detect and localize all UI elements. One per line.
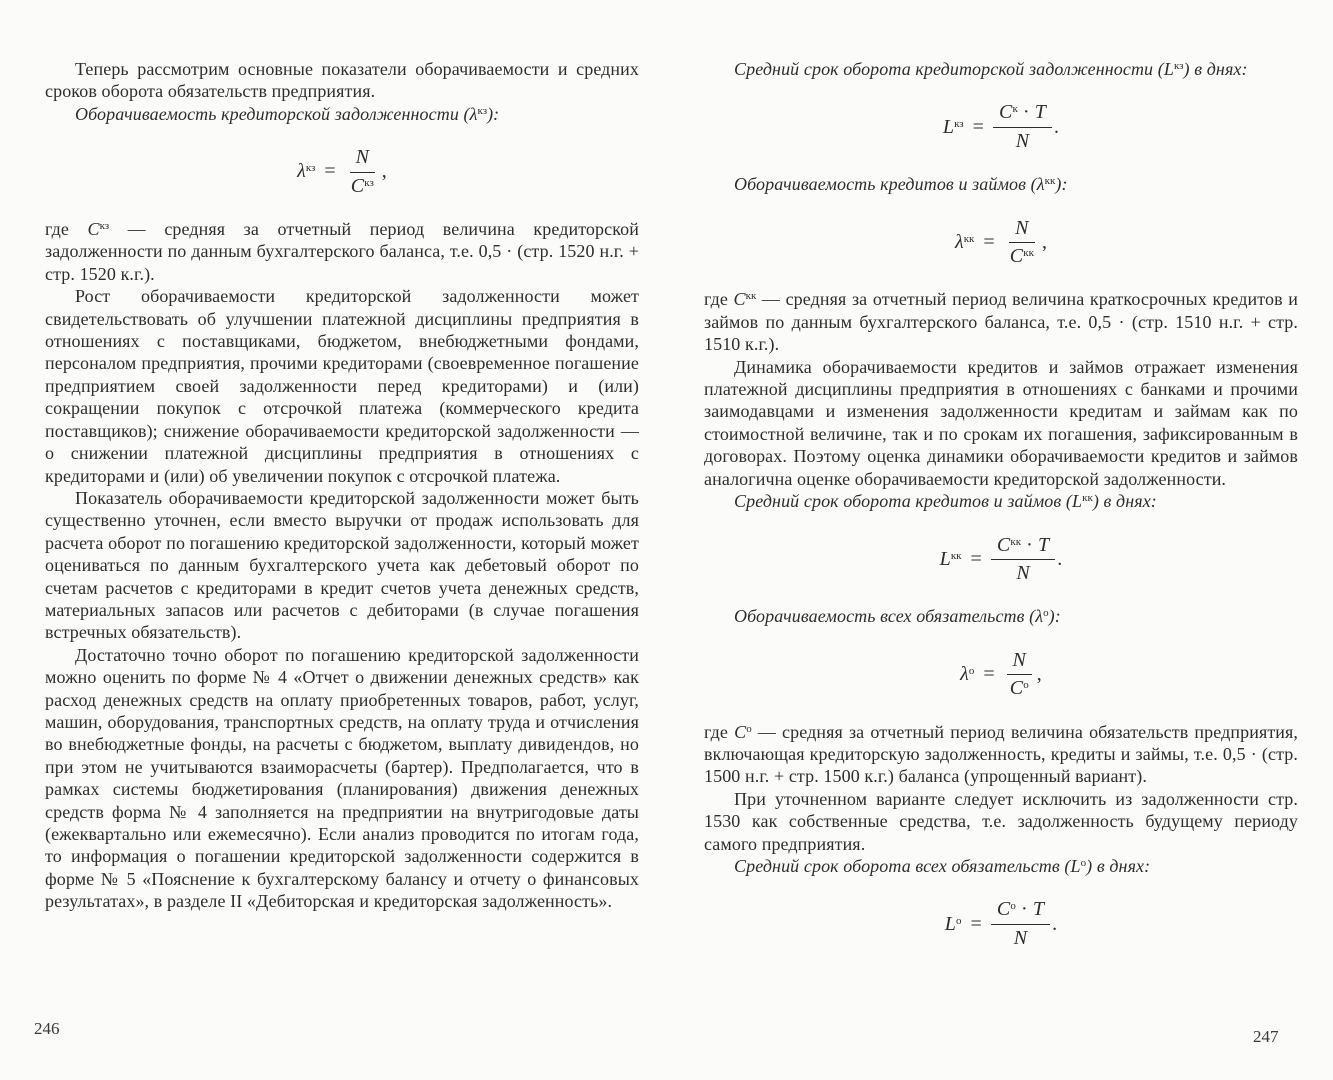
- text-run: — средняя за отчетный период величина краткосрочных кредитов и займов по данным бухгалтерского баланса, т.е. 0,5 · (стр. 1510 н.г. + стр. 1510 к.г.).: [704, 289, 1298, 355]
- superscript: кк: [950, 549, 962, 562]
- numerator: [350, 146, 375, 172]
- denominator: [345, 173, 380, 197]
- math-var: C: [350, 174, 365, 197]
- text-run: Теперь рассмотрим основные показатели оборачиваемости и средних сроков оборота обязательств предприятия.: [45, 59, 639, 102]
- fraction: [991, 534, 1055, 585]
- section-heading: [704, 58, 1298, 80]
- formula-punctuation: .: [1054, 115, 1060, 138]
- superscript: кз: [1173, 60, 1184, 72]
- math-var: N: [1013, 926, 1028, 949]
- math-var: С: [87, 219, 100, 240]
- text-run: При уточненном варианте следует исключить из задолженности стр. 1530 как собственные средства, т.е. задолженность будущему периоду самого предприятия.: [704, 788, 1298, 854]
- formula-lhs: [945, 913, 962, 935]
- superscript: о: [968, 664, 975, 677]
- formula-punctuation: ,: [1041, 230, 1048, 253]
- body-paragraph: [45, 644, 639, 913]
- equals-sign: =: [970, 547, 982, 570]
- superscript: кк: [1023, 247, 1034, 260]
- math-var: N: [355, 146, 370, 169]
- text-run: — средняя за отчетный период величина кредиторской задолженности по данным бухгалтерского баланса, т.е. 0,5 · (стр. 1520 н.г. + стр. 1520 к.г.).: [45, 219, 639, 284]
- superscript: о: [1080, 856, 1087, 869]
- math-var: L: [1163, 59, 1174, 79]
- math-var: N: [1016, 561, 1030, 584]
- math-var: L: [944, 912, 957, 935]
- math-var: λ: [297, 160, 306, 183]
- superscript: кк: [1010, 535, 1022, 548]
- math-var: λ: [469, 103, 478, 124]
- section-heading: [704, 855, 1298, 877]
- text-run: Динамика оборачиваемости кредитов и займов отражает изменения платежной дисциплины предприятия в отношениях с банками и прочими заимодавцами и изменения задолженности кредитам и займам как по стоимостной величине, так и по срокам их погашения, зафиксированным в договорах. Поэтому оценка динамики оборачиваемости кредитов и займов аналогична оценке оборачиваемости кредиторской задолженности.: [704, 356, 1298, 489]
- page-number-left: 246: [34, 1019, 60, 1038]
- math-var: C: [996, 898, 1011, 921]
- math-var: C: [1009, 677, 1024, 700]
- fraction: [1004, 649, 1035, 700]
- book-page-right: [704, 58, 1298, 970]
- text-run: ):: [1055, 174, 1068, 195]
- text-run: ) в днях:: [1183, 59, 1248, 79]
- text-run: Средний срок оборота всех обязательств (: [734, 855, 1071, 876]
- denominator: [1004, 675, 1035, 699]
- formula: [704, 649, 1298, 700]
- fraction: [993, 101, 1052, 152]
- math-var: C: [1009, 245, 1024, 268]
- math-var: С: [733, 289, 746, 310]
- formula: [704, 898, 1298, 949]
- superscript: кз: [99, 220, 110, 233]
- text-run: Оборачиваемость всех обязательств (: [734, 606, 1036, 627]
- math-var: L: [1071, 491, 1083, 512]
- superscript: кк: [1082, 492, 1093, 505]
- math-var: T: [1038, 533, 1050, 556]
- text-run: где: [704, 721, 735, 742]
- fraction: [1004, 217, 1040, 268]
- text-run: ·: [1017, 101, 1035, 124]
- body-paragraph: [704, 356, 1298, 490]
- section-heading: [704, 605, 1298, 627]
- text-run: ) в днях:: [1086, 855, 1151, 876]
- superscript: кз: [364, 176, 374, 189]
- text-run: где: [45, 219, 88, 240]
- formula-lhs: [960, 663, 974, 685]
- superscript: к: [1012, 103, 1018, 116]
- numerator: [991, 534, 1055, 560]
- denominator: [1008, 925, 1033, 949]
- formula-punctuation: ,: [1036, 662, 1042, 685]
- denominator: [1010, 128, 1035, 152]
- numerator: [1007, 649, 1032, 675]
- equals-sign: =: [324, 160, 336, 183]
- superscript: о: [1010, 900, 1016, 913]
- formula: [704, 534, 1298, 585]
- body-paragraph: [45, 487, 639, 644]
- math-var: N: [1015, 129, 1030, 152]
- text-run: Средний срок оборота кредитов и займов (: [734, 491, 1072, 512]
- book-page-left: [45, 58, 639, 913]
- equals-sign: =: [972, 115, 985, 138]
- math-var: N: [1012, 648, 1026, 671]
- text-run: Показатель оборачиваемости кредиторской задолженности может быть существенно уточнен, если вместо выручки от продаж использовать для расчета оборот по погашению кредиторской задолженности, который может оцениваться по данным бухгалтерского учета как дебетовый оборот по счетам расчетов с кредиторами в кредит счетов учета денежных средств, материальных запасов или расчетов с дебиторами (в случае погашения встречных обязательств).: [45, 487, 639, 643]
- text-run: Достаточно точно оборот по погашению кредиторской задолженности можно оценить по форме № 4 «Отчет о движении денежных средств» как расход денежных средств на оплату приобретенных товаров, работ, услуг, машин, оборудования, транспортных средств, на оплату труда и отчисления во внебюджетные фонды, на расчеты с бюджетом, выплату дивидендов, но при этом не учитываются взаиморасчеты (бартер). Предполагается, что в рамках системы бюджетирования (планирования) движения денежных средств форма № 4 заполняется на предприятии на внутригодовые даты (ежеквартально или ежемесячно). Если анализ проводится по итогам года, то информация о погашении кредиторской задолженности содержится в форме № 5 «Пояснение к бухгалтерскому балансу и отчету о финансовых результатах», в разделе II «Дебиторская и кредиторская задолженность».: [45, 644, 639, 912]
- math-var: λ: [954, 230, 964, 253]
- math-var: T: [1032, 898, 1045, 921]
- formula-punctuation: .: [1052, 912, 1058, 935]
- superscript: кз: [954, 117, 964, 130]
- superscript: кк: [745, 290, 757, 303]
- formula-lhs: [297, 160, 315, 182]
- numerator: [1009, 217, 1034, 243]
- superscript: о: [746, 722, 752, 735]
- formula-punctuation: .: [1057, 547, 1063, 570]
- formula-punctuation: ,: [381, 160, 387, 183]
- equals-sign: =: [983, 230, 995, 253]
- superscript: кк: [963, 232, 975, 245]
- math-var: λ: [1035, 606, 1044, 627]
- formula: [704, 101, 1298, 152]
- denominator: [1010, 560, 1035, 584]
- page-number-right: 247: [1253, 1027, 1279, 1046]
- text-run: где: [704, 289, 734, 310]
- text-run: ) в днях:: [1092, 491, 1157, 512]
- math-var: С: [734, 721, 747, 742]
- formula-lhs: [943, 116, 964, 138]
- math-var: C: [996, 533, 1011, 556]
- text-run: Оборачиваемость кредитов и займов (: [734, 174, 1037, 195]
- math-var: C: [999, 101, 1013, 124]
- body-paragraph: [704, 721, 1298, 788]
- superscript: о: [1043, 607, 1049, 620]
- section-heading: [704, 490, 1298, 512]
- equals-sign: =: [970, 912, 982, 935]
- text-run: Средний срок оборота кредиторской задолженности (: [734, 59, 1164, 79]
- text-run: Оборачиваемость кредиторской задолженности (: [75, 103, 470, 124]
- body-paragraph: [45, 58, 639, 103]
- superscript: о: [1023, 679, 1029, 692]
- body-paragraph: [45, 285, 639, 487]
- text-run: ·: [1021, 533, 1039, 556]
- superscript: кк: [1044, 175, 1056, 188]
- formula: [704, 217, 1298, 268]
- text-run: ):: [487, 103, 500, 124]
- body-paragraph: [45, 218, 639, 285]
- math-var: λ: [960, 662, 969, 685]
- fraction: [991, 898, 1050, 949]
- math-var: L: [942, 115, 955, 138]
- numerator: [991, 898, 1050, 924]
- section-heading: [704, 173, 1298, 195]
- text-run: ·: [1015, 898, 1033, 921]
- superscript: кз: [477, 104, 488, 117]
- text-run: ):: [1048, 606, 1061, 627]
- superscript: кз: [305, 162, 316, 175]
- superscript: о: [956, 914, 962, 927]
- math-var: L: [1070, 855, 1081, 876]
- formula-lhs: [955, 231, 974, 253]
- math-var: λ: [1036, 174, 1045, 195]
- formula-lhs: [940, 548, 962, 570]
- math-var: L: [939, 547, 951, 570]
- math-var: T: [1034, 101, 1047, 124]
- denominator: [1004, 243, 1040, 267]
- body-paragraph: [704, 788, 1298, 855]
- formula: [45, 146, 639, 197]
- text-run: Рост оборачиваемости кредиторской задолженности может свидетельствовать об улучшении платежной дисциплины предприятия в отношениях с поставщиками, бюджетом, внебюджетными фондами, персоналом предприятия, прочими кредиторами (своевременное погашение предприятием своей задолженности перед кредиторами) и (или) сокращении покупок с отсрочкой платежа (коммерческого кредита поставщиков); снижение оборачиваемости кредиторской задолженности — о снижении платежной дисциплины предприятия в отношениях с кредиторами и (или) об увеличении покупок с отсрочкой платежа.: [45, 286, 639, 486]
- equals-sign: =: [983, 662, 995, 685]
- numerator: [993, 101, 1052, 127]
- text-run: — средняя за отчетный период величина обязательств предприятия, включающая кредиторскую задолженность, кредиты и займы, т.е. 0,5 · (стр. 1500 н.г. + стр. 1500 к.г.) баланса (упрощенный вариант).: [704, 721, 1299, 787]
- body-paragraph: [704, 288, 1298, 355]
- section-heading: [45, 103, 639, 125]
- math-var: N: [1015, 216, 1029, 239]
- fraction: [345, 146, 380, 197]
